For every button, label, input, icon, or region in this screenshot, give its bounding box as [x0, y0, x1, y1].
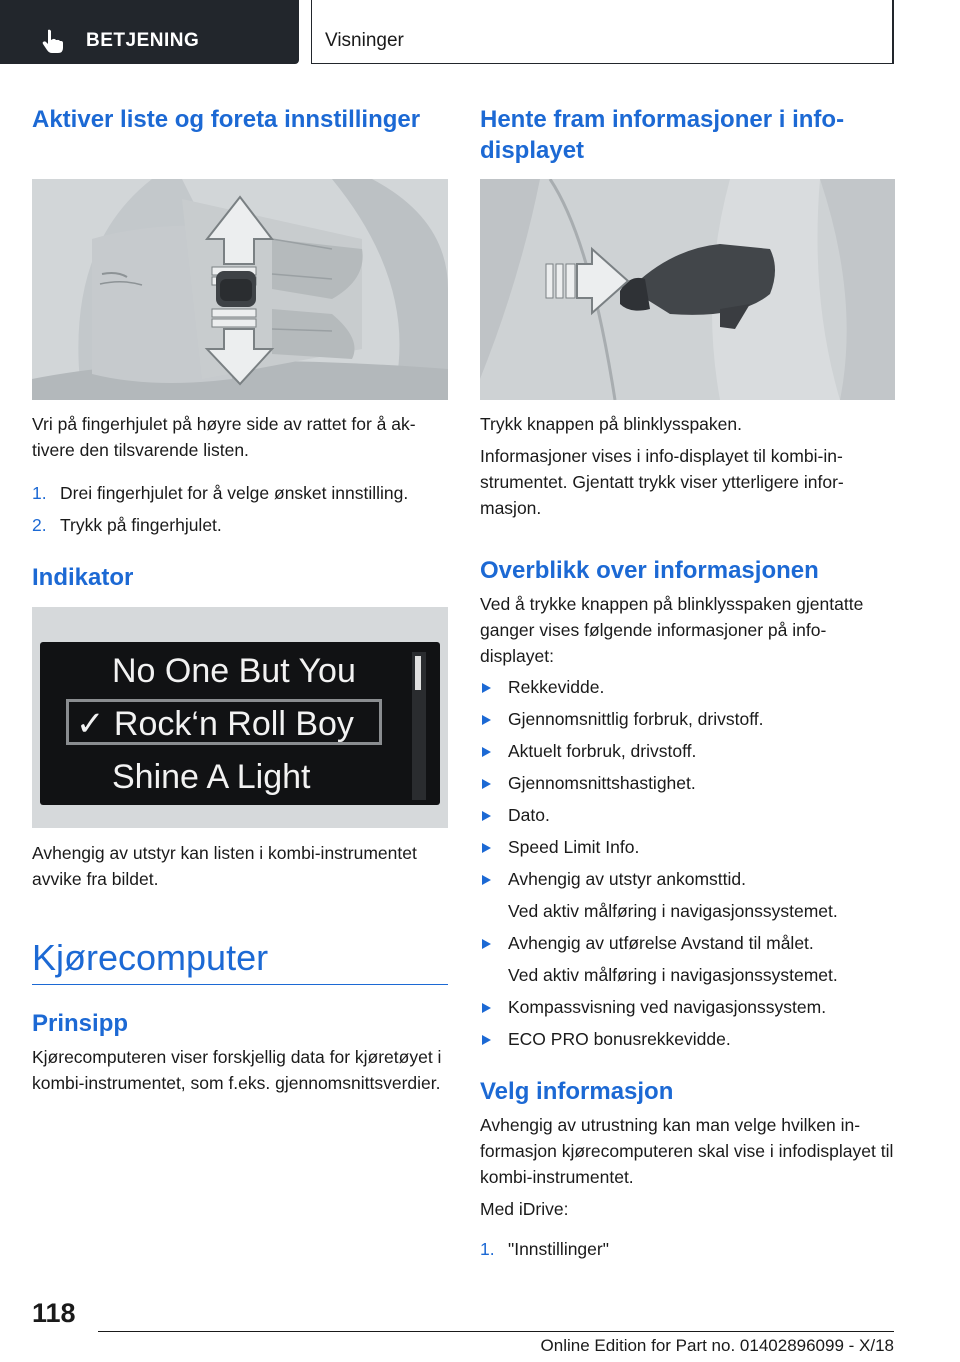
page-number: 118 — [32, 1298, 76, 1328]
paragraph-thumbwheel: Vri på fingerhjulet på høyre side av rattet for å aktivere den tilsvarende listen. — [32, 414, 416, 460]
hand-pointer-icon — [40, 28, 66, 54]
paragraph-depends: Avhengig av utstyr kan listen i kombi-instrumentet avvike fra bildet. — [32, 843, 417, 889]
bullet-item — [480, 930, 895, 988]
paragraph-idrive: Med iDrive: — [480, 1199, 569, 1219]
triangle-bullet-icon — [482, 747, 491, 757]
step-item — [32, 512, 448, 538]
bullet-text: Avhengig av utstyr ankomsttid. — [508, 869, 746, 889]
triangle-bullet-icon — [482, 1035, 491, 1045]
step-number: 1. — [480, 1239, 495, 1259]
heading-fetch-info: Hente fram informasjoner i infodisplayet — [480, 106, 845, 164]
triangle-bullet-icon — [482, 875, 491, 885]
display-item: No One But You — [112, 652, 356, 690]
step-text: Trykk på fingerhjulet. — [60, 515, 222, 535]
triangle-bullet-icon — [482, 715, 491, 725]
heading-overview: Overblikk over informasjonen — [480, 557, 819, 584]
footer-edition: Online Edition for Part no. 01402896099 - X/18 — [540, 1336, 894, 1355]
display-screen — [40, 642, 440, 805]
bullet-item — [480, 770, 895, 796]
step-number: 1. — [32, 483, 47, 503]
bullet-text: Gjennomsnittshastighet. — [508, 773, 696, 793]
bullet-text: Speed Limit Info. — [508, 837, 640, 857]
triangle-bullet-icon — [482, 683, 491, 693]
heading-rule — [32, 984, 448, 985]
heading-trip-computer: Kjørecomputer — [32, 937, 269, 978]
bullet-text: Gjennomsnittlig forbruk, drivstoff. — [508, 709, 764, 729]
steps-list — [32, 480, 448, 538]
bullet-subtext: Ved aktiv målføring i navigasjonssystemet. — [508, 901, 838, 921]
bullet-item — [480, 706, 895, 732]
step-number: 2. — [32, 515, 47, 535]
triangle-bullet-icon — [482, 811, 491, 821]
bullet-text: Aktuelt forbruk, drivstoff. — [508, 741, 697, 761]
bullet-item — [480, 674, 895, 700]
bullet-subtext: Ved aktiv målføring i navigasjonssystemet. — [508, 965, 838, 985]
heading-principle: Prinsipp — [32, 1010, 129, 1037]
display-scrollbar — [412, 652, 426, 800]
paragraph-press-button: Trykk knappen på blinklysspaken. — [480, 414, 742, 434]
display-scroll-thumb — [415, 656, 421, 690]
display-item-selected: ✓ Rock‘n Roll Boy — [76, 705, 354, 743]
bullet-text: ECO PRO bonusrekkevidde. — [508, 1029, 731, 1049]
bullet-item — [480, 994, 895, 1020]
paragraph-select-info: Avhengig av utrustning kan man velge hvilken informasjon kjørecomputeren skal vise i infodisplayet til kombi-instrumentet. — [480, 1115, 894, 1187]
display-item: Shine A Light — [112, 758, 311, 796]
heading-indicator: Indikator — [32, 564, 134, 591]
triangle-bullet-icon — [482, 779, 491, 789]
paragraph-principle: Kjørecomputeren viser forskjellig data for kjøretøyet i kombi-instrumentet, som f.eks. gjennomsnittsverdier. — [32, 1047, 442, 1093]
paragraph-info-display: Informasjoner vises i info-displayet til kombi-instrumentet. Gjentatt trykk viser ytterligere informasjon. — [480, 446, 844, 518]
bullet-text: Dato. — [508, 805, 550, 825]
info-bullet-list — [480, 674, 895, 1058]
step-text: Drei fingerhjulet for å velge ønsket innstilling. — [60, 483, 409, 503]
step-item — [32, 480, 448, 506]
bullet-item — [480, 1026, 895, 1052]
topic-title: Visninger — [325, 30, 404, 51]
triangle-bullet-icon — [482, 939, 491, 949]
idrive-steps-list — [480, 1236, 895, 1262]
instrument-display-illustration — [32, 607, 448, 828]
steering-wheel-illustration — [32, 179, 448, 400]
bullet-item — [480, 834, 895, 860]
step-item — [480, 1236, 895, 1262]
heading-select-info: Velg informasjon — [480, 1078, 674, 1105]
turn-signal-lever-illustration — [480, 179, 895, 400]
bullet-text: Rekkevidde. — [508, 677, 605, 697]
triangle-bullet-icon — [482, 1003, 491, 1013]
paragraph-overview: Ved å trykke knappen på blinklysspaken gjentatte ganger vises følgende informasjoner på info-displayet: — [480, 594, 864, 666]
bullet-item — [480, 738, 895, 764]
bullet-item — [480, 866, 895, 924]
footer-rule — [98, 1331, 894, 1332]
heading-activate-list: Aktiver liste og foreta innstillinger — [32, 106, 421, 133]
step-text: "Innstillinger" — [508, 1239, 609, 1259]
triangle-bullet-icon — [482, 843, 491, 853]
bullet-text: Avhengig av utførelse Avstand til målet. — [508, 933, 814, 953]
section-title: BETJENING — [86, 30, 200, 51]
bullet-text: Kompassvisning ved navigasjonssystem. — [508, 997, 827, 1017]
bullet-item — [480, 802, 895, 828]
